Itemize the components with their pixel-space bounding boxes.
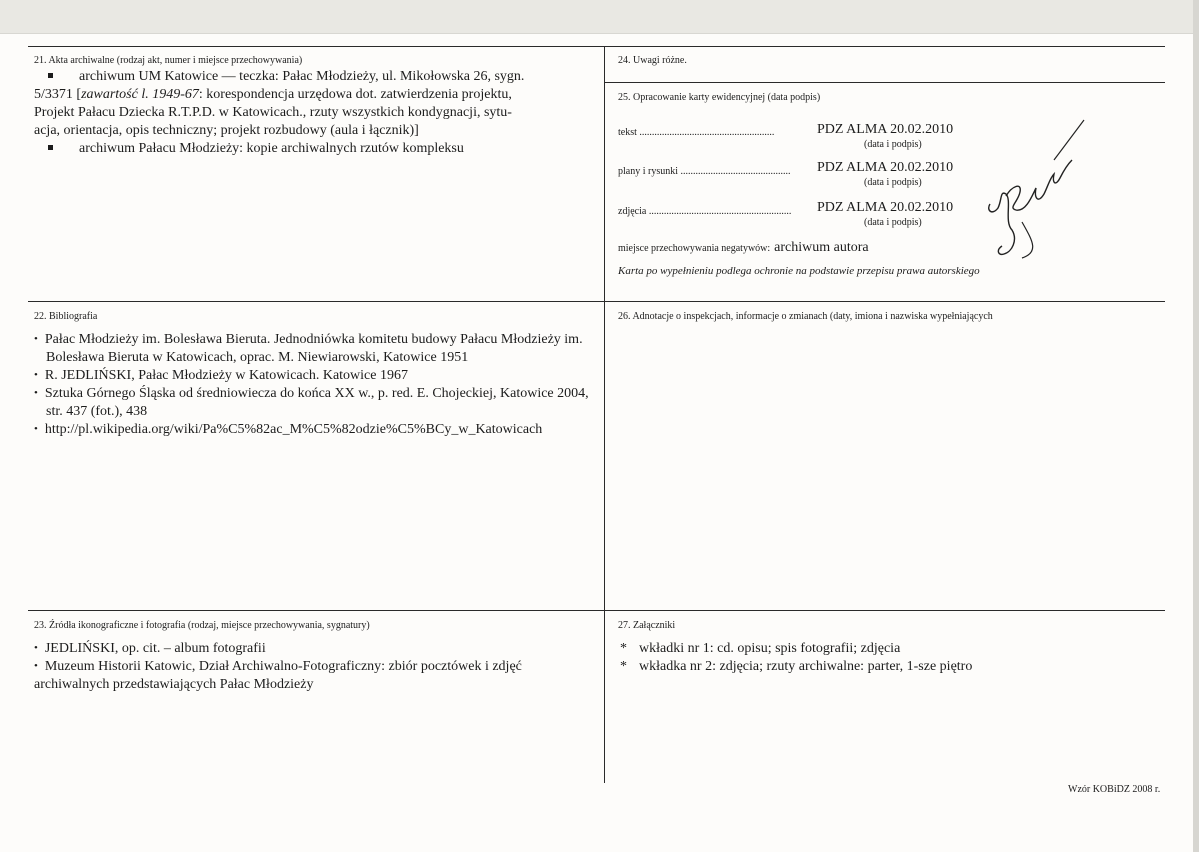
tekst-signature-value: PDZ ALMA 20.02.2010 [817,122,954,137]
list-item: • Muzeum Historii Katowic, Dział Archiwalno-Fotograficzny: zbiór pocztówek i zdjęć [34,659,522,674]
section-22-label: 22. Bibliografia [34,311,98,322]
section-21-text: archiwum UM Katowice — teczka: Pałac Młodzieży, ul. Mikołowska 26, sygn. 5/3371 [zawartość l. 1949-67: korespondencja urzędowa dot. zatwierdzenia projektu, Projekt Pałacu Dziecka R.T.P.D. w Katowicach., rzuty wszystkich kondygnacji, sytu- acja, orientacja, opis techniczny; projekt rozbudowy (aula i łącznik)] archiwum Pałacu Młodzieży: kopie archiwalnych rzutów kompleksu [34,69,525,156]
section-25-label: 25. Opracowanie karty ewidencyjnej (data podpis) [618,92,821,103]
list-item: • R. JEDLIŃSKI, Pałac Młodzieży w Katowicach. Katowice 1967 [34,368,408,383]
list-item: • Sztuka Górnego Śląska od średniowiecza do końca XX w., p. red. E. Chojeckiej, Katowice 2004, [34,386,589,401]
section-24-label: 24. Uwagi różne. [618,55,687,66]
form-template-note: Wzór KOBiDZ 2008 r. [1068,784,1161,795]
scan-top-strip [0,0,1199,34]
section-27-label: 27. Załączniki [618,620,676,631]
rule-row2 [28,301,1165,302]
list-item: Bolesława Bieruta w Katowicach, oprac. M. Niewiarowski, Katowice 1951 [46,350,469,365]
rule-row3 [28,610,1165,611]
list-item: • http://pl.wikipedia.org/wiki/Pa%C5%82ac_M%C5%82odzie%C5%BCy_w_Katowicach [34,422,543,437]
section-23-label: 23. Źródła ikonograficzne i fotografia (rodzaj, miejsce przechowywania, sygnatury) [34,620,370,631]
list-item: • JEDLIŃSKI, op. cit. – album fotografii [34,641,266,656]
list-item: * wkładka nr 2: zdjęcia; rzuty archiwalne: parter, 1-sze piętro [620,659,973,674]
rule-24-25 [604,82,1165,83]
square-bullet-icon [48,145,53,150]
plany-signature-value: PDZ ALMA 20.02.2010 [817,160,954,175]
copyright-note: Karta po wypełnieniu podlega ochronie na podstawie przepisu prawa autorskiego [618,265,980,277]
zdjecia-signature-value: PDZ ALMA 20.02.2010 [817,200,954,215]
center-divider [604,46,605,783]
attachments-list [620,640,972,676]
negatives-storage: miejsce przechowywania negatywów: archiwum autora [618,240,869,255]
section-21-label: 21. Akta archiwalne (rodzaj akt, numer i miejsce przechowywania) [34,55,303,66]
top-rule [28,46,1165,47]
section-26-label: 26. Adnotacje o inspekcjach, informacje o zmianach (daty, imiona i nazwiska wypełniających [618,311,993,322]
square-bullet-icon [48,73,53,78]
list-item: archiwalnych przedstawiających Pałac Młodzieży [34,677,314,692]
list-item: • Pałac Młodzieży im. Bolesława Bieruta. Jednodniówka komitetu budowy Pałacu Młodzieży im. [34,332,583,347]
bibliography-list [34,331,589,439]
list-item: * wkładki nr 1: cd. opisu; spis fotografii; zdjęcia [620,641,901,656]
list-item: str. 437 (fot.), 438 [46,404,148,419]
iconography-list [34,640,522,694]
scan-right-edge [1193,0,1199,852]
handwritten-signature [982,112,1092,260]
